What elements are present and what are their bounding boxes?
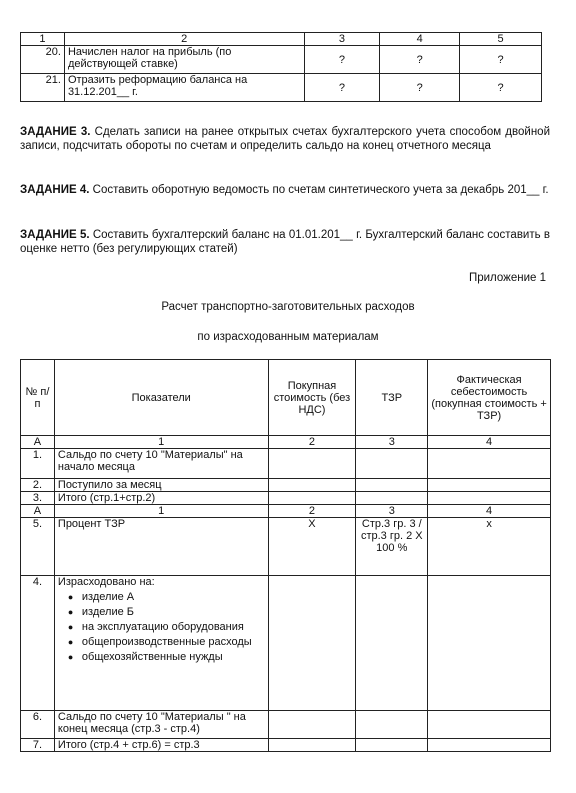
- empty-cell: [428, 492, 551, 505]
- task-5: [20, 228, 550, 256]
- table-row: [21, 74, 542, 102]
- header-cell: Показатели: [54, 360, 268, 436]
- index-cell: 1: [54, 505, 268, 518]
- empty-cell: [356, 739, 428, 752]
- index-cell: А: [21, 505, 55, 518]
- row-number: 4.: [21, 576, 55, 711]
- consumption-list: [58, 591, 265, 663]
- table-row: [21, 449, 551, 479]
- list-item: ● общехозяйственные нужды: [82, 651, 265, 663]
- header-cell: ТЗР: [356, 360, 428, 436]
- table-title: Расчет транспортно-заготовительных расходов: [161, 301, 415, 313]
- empty-cell: [428, 479, 551, 492]
- empty-cell: [268, 739, 356, 752]
- list-item: ● на эксплуатацию оборудования: [82, 621, 265, 633]
- header-cell: 3: [304, 33, 380, 46]
- task-label: ЗАДАНИЕ 4.: [20, 184, 90, 196]
- empty-cell: [268, 492, 356, 505]
- row-text: Итого (стр.1+стр.2): [54, 492, 268, 505]
- row-text: Процент ТЗР: [54, 518, 268, 576]
- top-table: [20, 32, 542, 102]
- list-item: ● изделие Б: [82, 606, 265, 618]
- row-number: 1.: [21, 449, 55, 479]
- index-cell: 3: [356, 505, 428, 518]
- row-number: 3.: [21, 492, 55, 505]
- table-subtitle: по израсходованным материалам: [197, 331, 379, 343]
- row-text: Сальдо по счету 10 "Материалы" на начало месяца: [54, 449, 268, 479]
- row-number: 7.: [21, 739, 55, 752]
- index-cell: А: [21, 436, 55, 449]
- index-cell: 4: [428, 436, 551, 449]
- empty-cell: [356, 576, 428, 711]
- table-row: [21, 576, 551, 711]
- header-cell: 2: [64, 33, 304, 46]
- top-table-header-row: [21, 33, 542, 46]
- list-item: ● изделие А: [82, 591, 265, 603]
- index-row: [21, 436, 551, 449]
- row-text: Сальдо по счету 10 "Материалы " на конец месяца (стр.3 - стр.4): [54, 711, 268, 739]
- index-cell: 2: [268, 505, 356, 518]
- row-number: 6.: [21, 711, 55, 739]
- row-heading: Израсходовано на:: [57, 576, 155, 588]
- header-cell: 5: [460, 33, 542, 46]
- cell: ?: [460, 46, 542, 74]
- cell: ?: [380, 46, 460, 74]
- task-label: ЗАДАНИЕ 3.: [20, 126, 91, 138]
- header-cell: Покупная стоимость (без НДС): [268, 360, 356, 436]
- cell: Х: [268, 518, 356, 576]
- empty-cell: [268, 576, 356, 711]
- empty-cell: [356, 449, 428, 479]
- empty-cell: [356, 479, 428, 492]
- main-table: [20, 359, 551, 752]
- header-cell: 1: [21, 33, 65, 46]
- empty-cell: [428, 449, 551, 479]
- main-header-row: [21, 360, 551, 436]
- header-cell: № п/п: [21, 360, 55, 436]
- empty-cell: [356, 492, 428, 505]
- index-row: [21, 505, 551, 518]
- table-row: [21, 711, 551, 739]
- task-text: Составить оборотную ведомость по счетам синтетического учета за декабрь 201__ г.: [89, 184, 549, 196]
- task-4: [20, 183, 550, 197]
- cell: ?: [304, 46, 380, 74]
- row-text: Начислен налог на прибыль (по действующей ставке): [64, 46, 304, 74]
- index-cell: 2: [268, 436, 356, 449]
- header-cell: Фактическая себестоимость (покупная стоимость + ТЗР): [428, 360, 551, 436]
- cell: ?: [460, 74, 542, 102]
- empty-cell: [356, 711, 428, 739]
- index-cell: 4: [428, 505, 551, 518]
- header-cell: 4: [380, 33, 460, 46]
- table-row: [21, 492, 551, 505]
- task-text: Сделать записи на ранее открытых счетах бухгалтерского учета способом двойной записи, подсчитать обороты по счетам и определить сальдо на конец отчетного месяца: [20, 126, 550, 152]
- row-number: 20.: [21, 46, 65, 74]
- cell: Стр.3 гр. 3 /стр.3 гр. 2 Х 100 %: [356, 518, 428, 576]
- table-row: [21, 479, 551, 492]
- cell: ?: [304, 74, 380, 102]
- row-number: 21.: [21, 74, 65, 102]
- table-row: [21, 518, 551, 576]
- row-number: 2.: [21, 479, 55, 492]
- row-text: [54, 576, 268, 711]
- row-text: Поступило за месяц: [54, 479, 268, 492]
- appendix-label: Приложение 1: [468, 272, 546, 284]
- task-text: Составить бухгалтерский баланс на 01.01.201__ г. Бухгалтерский баланс составить в оценке нетто (без регулирующих статей): [20, 229, 551, 255]
- empty-cell: [268, 711, 356, 739]
- table-row: [21, 739, 551, 752]
- table-row: [21, 46, 542, 74]
- list-item: ● общепроизводственные расходы: [82, 636, 265, 648]
- empty-cell: [428, 711, 551, 739]
- row-number: 5.: [21, 518, 55, 576]
- task-label: ЗАДАНИЕ 5.: [20, 229, 90, 241]
- task-3: [20, 125, 550, 153]
- index-cell: 3: [356, 436, 428, 449]
- row-text: Итого (стр.4 + стр.6) = стр.3: [54, 739, 268, 752]
- empty-cell: [268, 479, 356, 492]
- row-text: Отразить реформацию баланса на 31.12.201__ г.: [64, 74, 304, 102]
- empty-cell: [428, 739, 551, 752]
- cell: х: [428, 518, 551, 576]
- empty-cell: [428, 576, 551, 711]
- index-cell: 1: [54, 436, 268, 449]
- cell: ?: [380, 74, 460, 102]
- empty-cell: [268, 449, 356, 479]
